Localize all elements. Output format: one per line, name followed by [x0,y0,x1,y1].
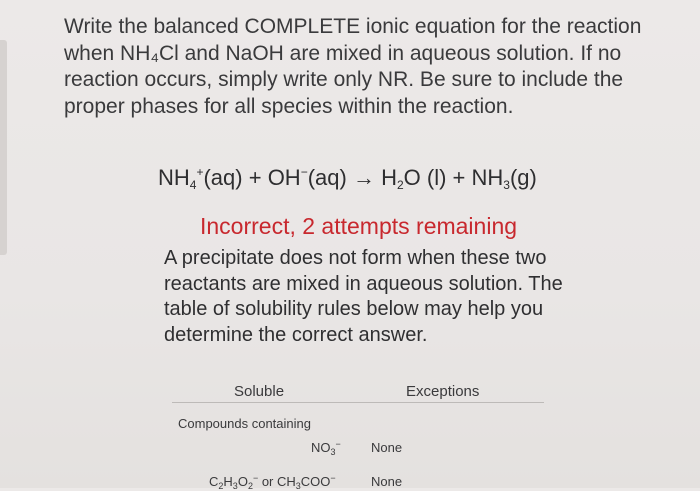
reactant-ammonium: $NH_4^+(aq)$ [158,165,243,192]
table-header-divider [172,402,544,403]
reaction-arrow: → [346,165,382,190]
submitted-equation [158,165,537,191]
table-header-soluble: Soluble [234,383,285,400]
table-cell-exceptions: None [371,474,403,489]
question-text: Write the balanced COMPLETE ionic equation for the reaction when NH₄Cl and NaOH are mixed in aqueous solution. If no reaction occurs, simply write only NR. Be sure to include the proper phases for all species within the reaction. [64,15,642,118]
table-group-label: Compounds containing [178,416,311,431]
plus-sign: + [242,165,268,190]
left-panel-edge [0,40,7,255]
feedback-status: Incorrect, 2 attempts remaining [200,213,518,239]
table-cell-compound: $NO_3^-$ [311,439,341,457]
reactant-hydroxide: OH−(aq) [267,165,347,190]
plus-sign: + [446,165,472,190]
product-water: $H_2O$ (l) [381,165,447,192]
table-header-exceptions: Exceptions [406,383,480,400]
product-ammonia: $NH_3(g)$ [471,165,537,192]
feedback-message: A precipitate does not form when these two reactants are mixed in aqueous solution. The table of solubility rules below may help you determine the correct answer. [164,247,563,346]
table-cell-exceptions: None [371,440,403,455]
table-cell-compound: $C_2H_3O_2^-$ or $CH_3COO^-$ [209,473,336,491]
